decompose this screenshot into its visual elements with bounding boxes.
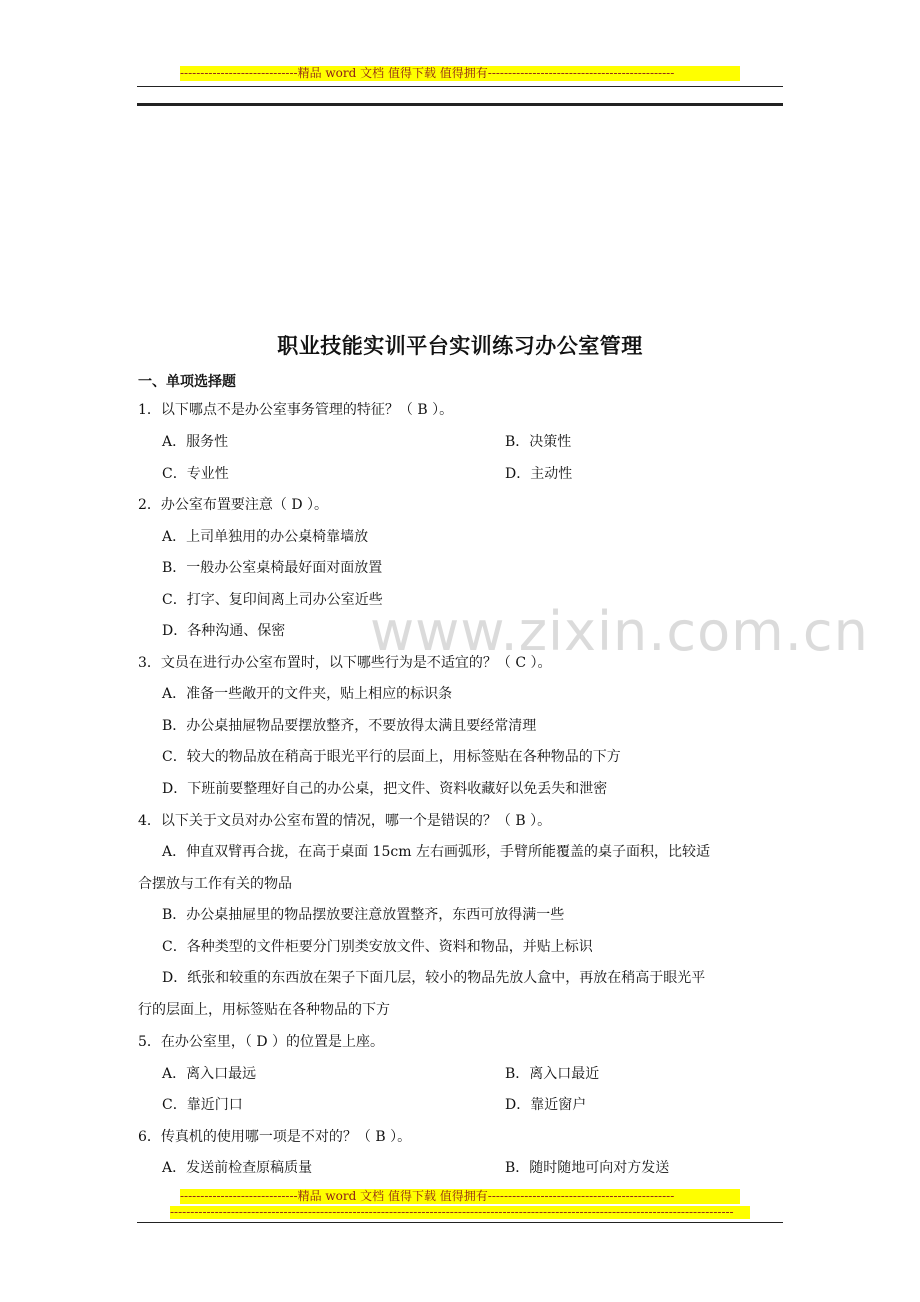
q4-option-d-line1: D．纸张和较重的东西放在架子下面几层，较小的物品先放人盒中，再放在稍高于眼光平 — [162, 970, 706, 986]
question-4: 4．以下关于文员对办公室布置的情况，哪一个是错误的？（ B ）。 — [138, 813, 552, 829]
watermark: www.zixin.com.cn — [370, 600, 869, 663]
q3-option-d: D．下班前要整理好自己的办公桌，把文件、资料收藏好以免丢失和泄密 — [162, 781, 608, 797]
document-title: 职业技能实训平台实训练习办公室管理 — [277, 334, 643, 358]
q1-option-c: C．专业性 — [162, 466, 229, 482]
q5-option-b: B．离入口最近 — [505, 1066, 600, 1082]
q1-option-d: D．主动性 — [505, 466, 573, 482]
q3-option-c: C．较大的物品放在稍高于眼光平行的层面上，用标签贴在各种物品的下方 — [162, 749, 621, 765]
q6-option-a: A．发送前检查原稿质量 — [162, 1160, 313, 1176]
q4-option-d-line2: 行的层面上，用标签贴在各种物品的下方 — [138, 1002, 390, 1018]
q5-option-a: A．离入口最远 — [162, 1066, 257, 1082]
q6-option-b: B．随时随地可向对方发送 — [505, 1160, 670, 1176]
header-banner: -----------------------------精品 word 文档 值得下载 值得拥有---------------------------------------------- — [180, 66, 740, 81]
header-rule-thick — [137, 103, 783, 106]
q3-option-a: A．准备一些敞开的文件夹，贴上相应的标识条 — [162, 686, 453, 702]
question-6: 6．传真机的使用哪一项是不对的？（ B ）。 — [138, 1129, 412, 1145]
section-heading: 一、单项选择题 — [138, 374, 236, 390]
q5-option-c: C．靠近门口 — [162, 1097, 243, 1113]
q2-option-c: C．打字、复印间离上司办公室近些 — [162, 592, 383, 608]
q1-option-a: A．服务性 — [162, 434, 229, 450]
footer-rule — [137, 1222, 783, 1223]
q1-option-b: B．决策性 — [505, 434, 572, 450]
q4-option-b: B．办公桌抽屉里的物品摆放要注意放置整齐，东西可放得满一些 — [162, 907, 565, 923]
question-2: 2．办公室布置要注意（ D ）。 — [138, 497, 329, 513]
q2-option-d: D．各种沟通、保密 — [162, 623, 286, 639]
q5-option-d: D．靠近窗户 — [505, 1097, 587, 1113]
q2-option-a: A．上司单独用的办公桌椅靠墙放 — [162, 529, 369, 545]
q4-option-a-line2: 合摆放与工作有关的物品 — [138, 876, 292, 892]
question-5: 5．在办公室里，（ D ）的位置是上座。 — [138, 1034, 385, 1050]
question-1: 1．以下哪点不是办公室事务管理的特征？（ B ）。 — [138, 402, 454, 418]
q4-option-a-line1: A．伸直双臂再合拢，在高于桌面 15cm 左右画弧形，手臂所能覆盖的桌子面积，比较适 — [162, 844, 710, 860]
header-rule-thin — [137, 86, 783, 87]
footer-banner: -----------------------------精品 word 文档 值得下载 值得拥有---------------------------------------------- — [180, 1189, 740, 1204]
footer-dash-line: ------------------------------------------------------------------------------------------------------------------------------------------- — [170, 1206, 750, 1219]
q3-option-b: B．办公桌抽屉物品要摆放整齐，不要放得太满且要经常清理 — [162, 718, 537, 734]
q2-option-b: B．一般办公室桌椅最好面对面放置 — [162, 560, 383, 576]
q4-option-c: C．各种类型的文件柜要分门别类安放文件、资料和物品，并贴上标识 — [162, 939, 593, 955]
question-3: 3．文员在进行办公室布置时，以下哪些行为是不适宜的？（ C ）。 — [138, 655, 552, 671]
